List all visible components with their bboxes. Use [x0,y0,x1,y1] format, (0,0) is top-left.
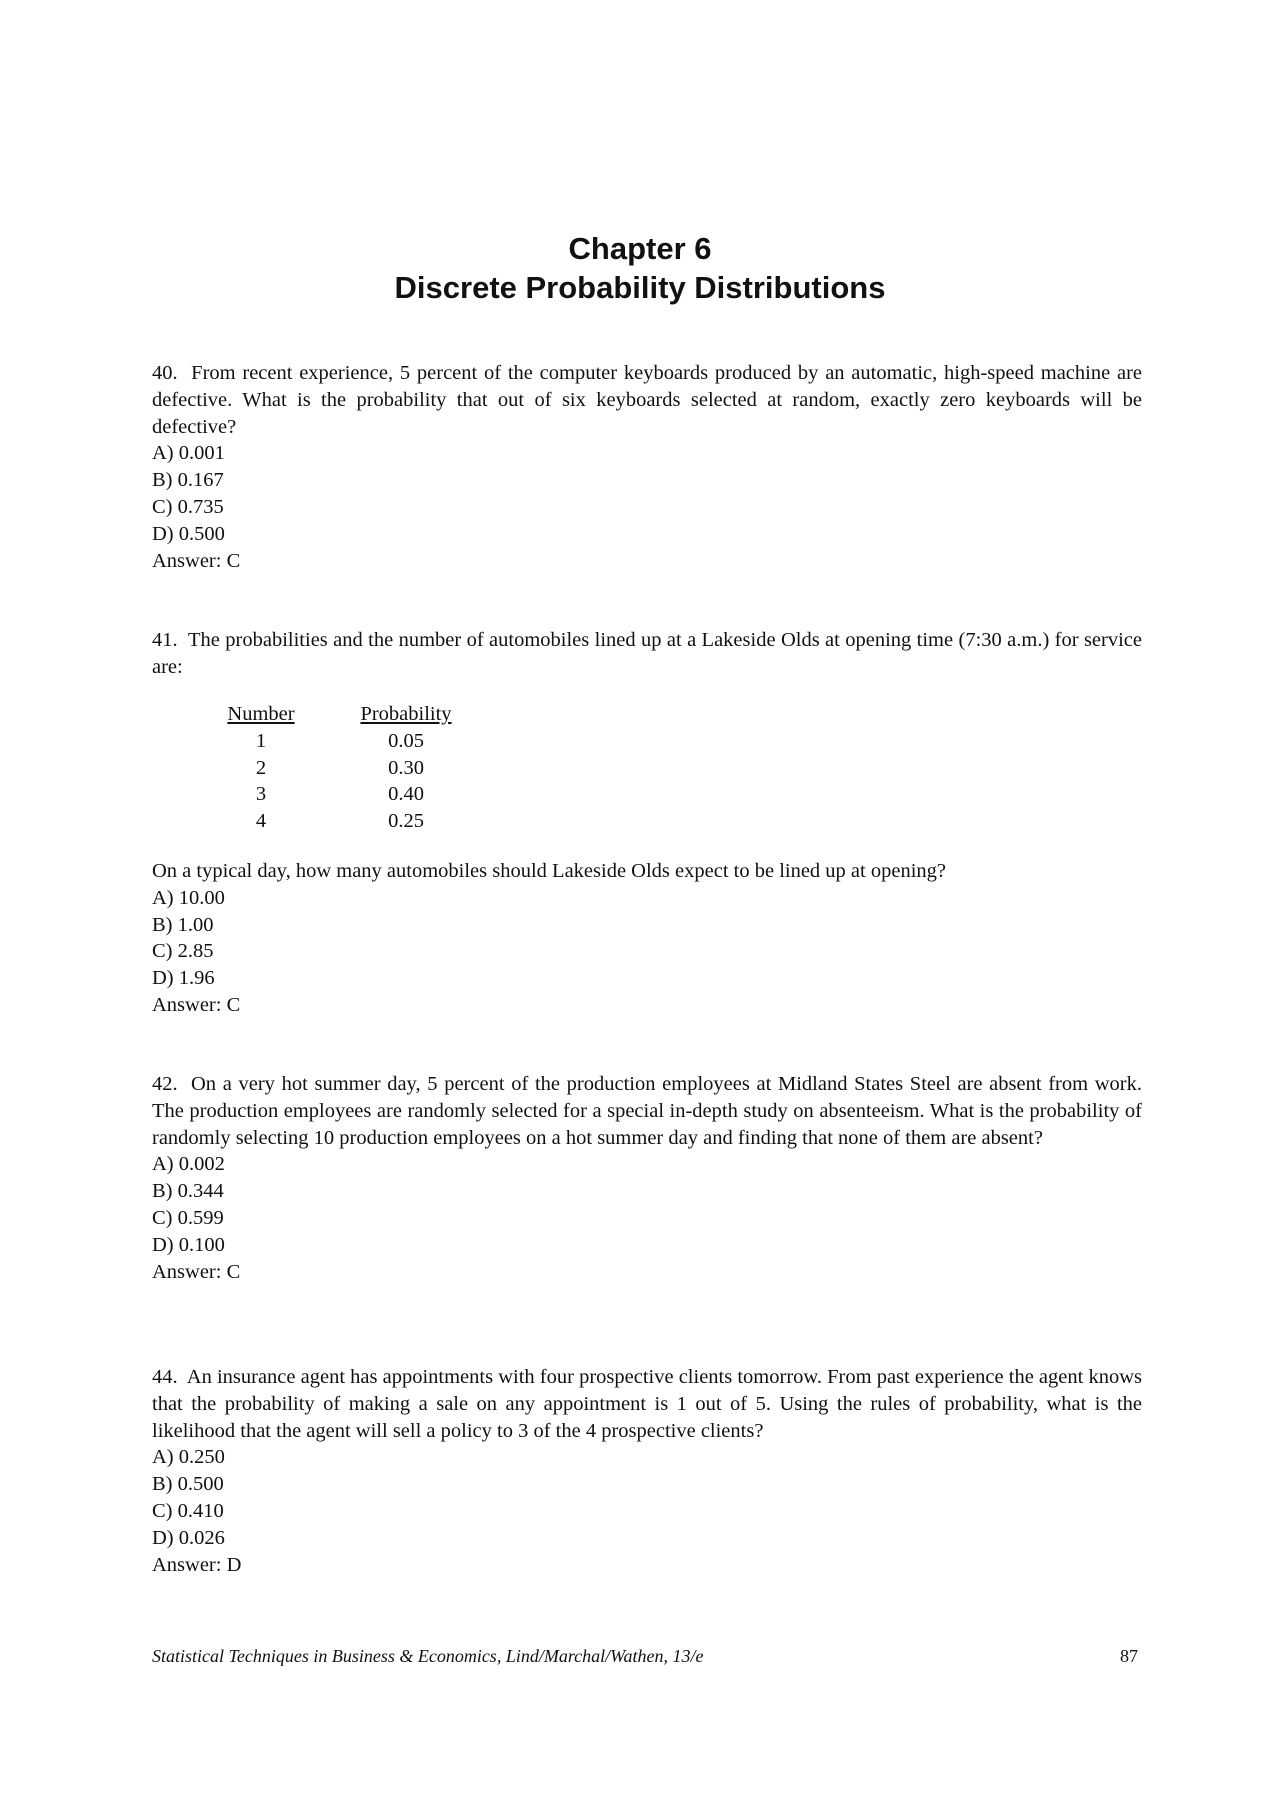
chapter-number: Chapter 6 [568,231,712,266]
option-d: D) 0.100 [152,1233,225,1256]
question-42 [152,1071,1142,1285]
question-text: The probabilities and the number of automobiles lined up at a Lakeside Olds at opening time (7:30 a.m.) for service are: [152,629,1142,678]
question-number: 41. [152,629,178,651]
answer: Answer: D [152,1553,242,1576]
answer: Answer: C [152,1260,241,1283]
option-c: C) 0.735 [152,495,224,518]
option-c: C) 2.85 [152,940,214,963]
table-header-probability: Probability [360,703,452,725]
option-b: B) 0.500 [152,1473,224,1496]
option-b: B) 0.344 [152,1180,224,1203]
option-a: A) 10.00 [152,886,225,909]
footer-source: Statistical Techniques in Business & Economics, Lind/Marchal/Wathen, 13/e [152,1646,704,1666]
page-number: 87 [1120,1646,1138,1666]
table-cell: 2 [255,756,267,779]
option-a: A) 0.001 [152,442,225,465]
table-cell: 0.40 [388,783,424,806]
table-cell: 4 [255,810,267,833]
table-cell: 1 [255,729,267,752]
table-cell: 0.05 [388,729,424,752]
chapter-title: Discrete Probability Distributions [394,270,886,305]
option-b: B) 0.167 [152,469,224,492]
question-44 [152,1364,1142,1578]
table-cell: 0.25 [388,810,424,833]
question-number: 40. [152,362,178,384]
answer: Answer: C [152,549,241,572]
page-footer [152,1646,1138,1667]
question-text: An insurance agent has appointments with four prospective clients tomorrow. From past experience the agent knows that the probability of making a sale on any appointment is 1 out of 5. Using the rules of probability, what is the likelihood that the agent will sell a policy to 3 of the 4 prospective clients? [152,1366,1142,1442]
option-d: D) 1.96 [152,967,215,990]
question-text: On a typical day, how many automobiles should Lakeside Olds expect to be lined up at opening? [152,860,946,882]
answer: Answer: C [152,993,241,1016]
option-d: D) 0.026 [152,1526,225,1549]
table-cell: 0.30 [388,756,424,779]
option-b: B) 1.00 [152,913,214,936]
option-d: D) 0.500 [152,522,225,545]
option-a: A) 0.250 [152,1446,225,1469]
question-41-followup [152,858,1142,1019]
option-a: A) 0.002 [152,1153,225,1176]
question-text: On a very hot summer day, 5 percent of the production employees at Midland States Steel are absent from work. The production employees are randomly selected for a special in-depth study on absenteeism. What is the probability of randomly selecting 10 production employees on a hot summer day and finding that none of them are absent? [152,1073,1142,1149]
option-c: C) 0.599 [152,1206,224,1229]
table-cell: 3 [255,783,267,806]
number-column [201,701,321,835]
table-header-number: Number [227,703,295,725]
option-c: C) 0.410 [152,1499,224,1522]
question-text: From recent experience, 5 percent of the computer keyboards produced by an automatic, high-speed machine are defective. What is the probability that out of six keyboards selected at random, exactly zero keyboards will be defective? [152,362,1142,438]
question-number: 44. [152,1366,178,1388]
question-number: 42. [152,1073,178,1095]
question-41 [152,627,1142,681]
probability-table [0,701,600,833]
question-40 [152,360,1142,574]
probability-column [346,701,466,835]
